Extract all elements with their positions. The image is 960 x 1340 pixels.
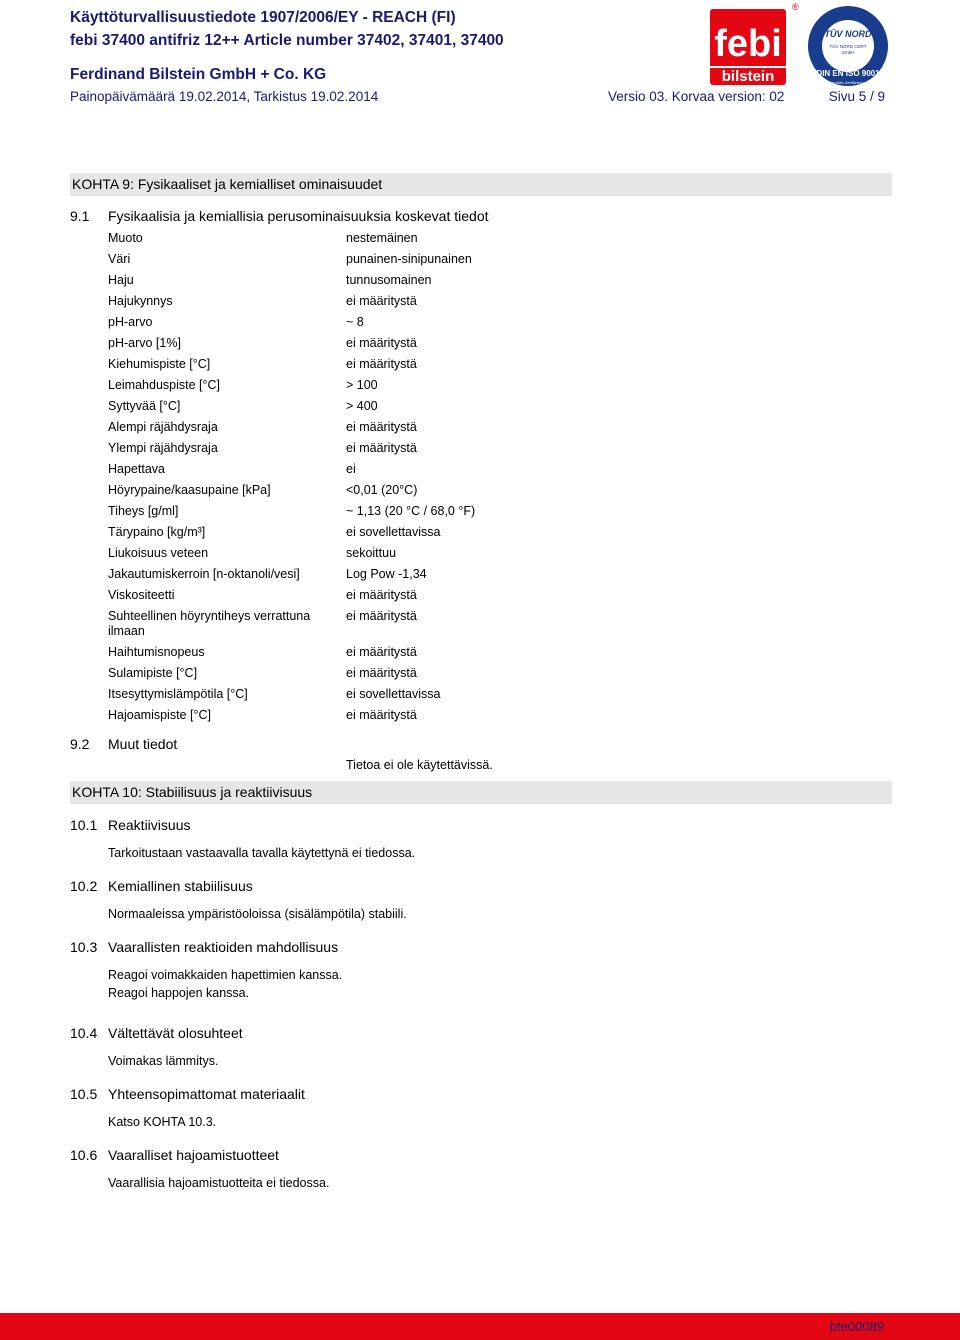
subsection-text: Reagoi happojen kanssa. [108,986,250,1000]
registered-icon: ® [792,2,799,12]
tuv-nord-logo [806,4,890,88]
document-code: bfe00089 [829,1319,884,1334]
section-10-heading: KOHTA 10: Stabiilisuus ja reaktiivisuus [70,781,892,804]
febi-logo-text: febi [714,23,782,65]
subsection-10-5-heading: 10.5 Yhteensopimattomat materiaalit [70,1086,305,1102]
tuv-gmbh-text: GmbH [841,50,855,55]
subsection-text: Voimakas lämmitys. [108,1054,219,1068]
subsection-10-4-heading: 10.4 Vältettävät olosuhteet [70,1025,243,1041]
subsection-text: Normaaleissa ympäristöoloissa (sisälämpötila) stabiili. [108,907,407,921]
subsection-9-1-heading [70,207,489,225]
subsection-title: Fysikaalisia ja kemiallisia perusominaisuuksia koskevat tiedot [108,208,489,224]
tuv-logo-text: TÜV NORD [824,29,872,39]
product-name: febi 37400 antifriz 12++ Article number 37402, 37401, 37400 [70,32,504,49]
subsection-text: Reagoi voimakkaiden hapettimien kanssa. [108,968,343,982]
document-meta [70,87,885,107]
subsection-text: Vaarallisia hajoamistuotteita ei tiedossa. [108,1176,330,1190]
subsection-9-2-heading [70,735,177,753]
subsection-text: Tarkoitustaan vastaavalla tavalla käytettynä ei tiedossa. [108,846,416,860]
subsection-10-3-heading: 10.3 Vaarallisten reaktioiden mahdollisuus [70,939,339,955]
subsection-number: 9.2 [70,736,90,752]
subsection-10-2-heading: 10.2 Kemiallinen stabiilisuus [70,878,253,894]
document-title: Käyttöturvallisuustiedote 1907/2006/EY - REACH (FI) [70,9,456,26]
company-name: Ferdinand Bilstein GmbH + Co. KG [70,66,327,83]
subsection-title: Muut tiedot [108,736,178,752]
iso-ring-text: DIN EN ISO 9001 [816,69,880,78]
footer-bar [0,1313,960,1340]
print-date: Painopäivämäärä 19.02.2014, Tarkistus 19.02.2014 [70,89,379,104]
subsection-text: Katso KOHTA 10.3. [108,1115,217,1129]
version-info: Versio 03. Korvaa version: 02 [608,89,785,104]
other-info-text: Tietoa ei ole käytettävissä. [346,758,493,772]
subsection-10-1-heading: 10.1 Reaktiivisuus [70,817,191,833]
febi-bilstein-logo [707,6,789,88]
bilstein-logo-text: bilstein [721,68,775,85]
section-9-heading: KOHTA 9: Fysikaaliset ja kemialliset ominaisuudet [70,173,892,196]
subsection-number: 9.1 [70,208,90,224]
subsection-10-6-heading: 10.6 Vaaralliset hajoamistuotteet [70,1147,279,1163]
tuv-cert-text: TÜV NORD CERT [829,44,867,49]
page-number: Sivu 5 / 9 [828,89,885,104]
tuv-bottom-text: Geprüfte Zertifizierung [828,80,868,85]
